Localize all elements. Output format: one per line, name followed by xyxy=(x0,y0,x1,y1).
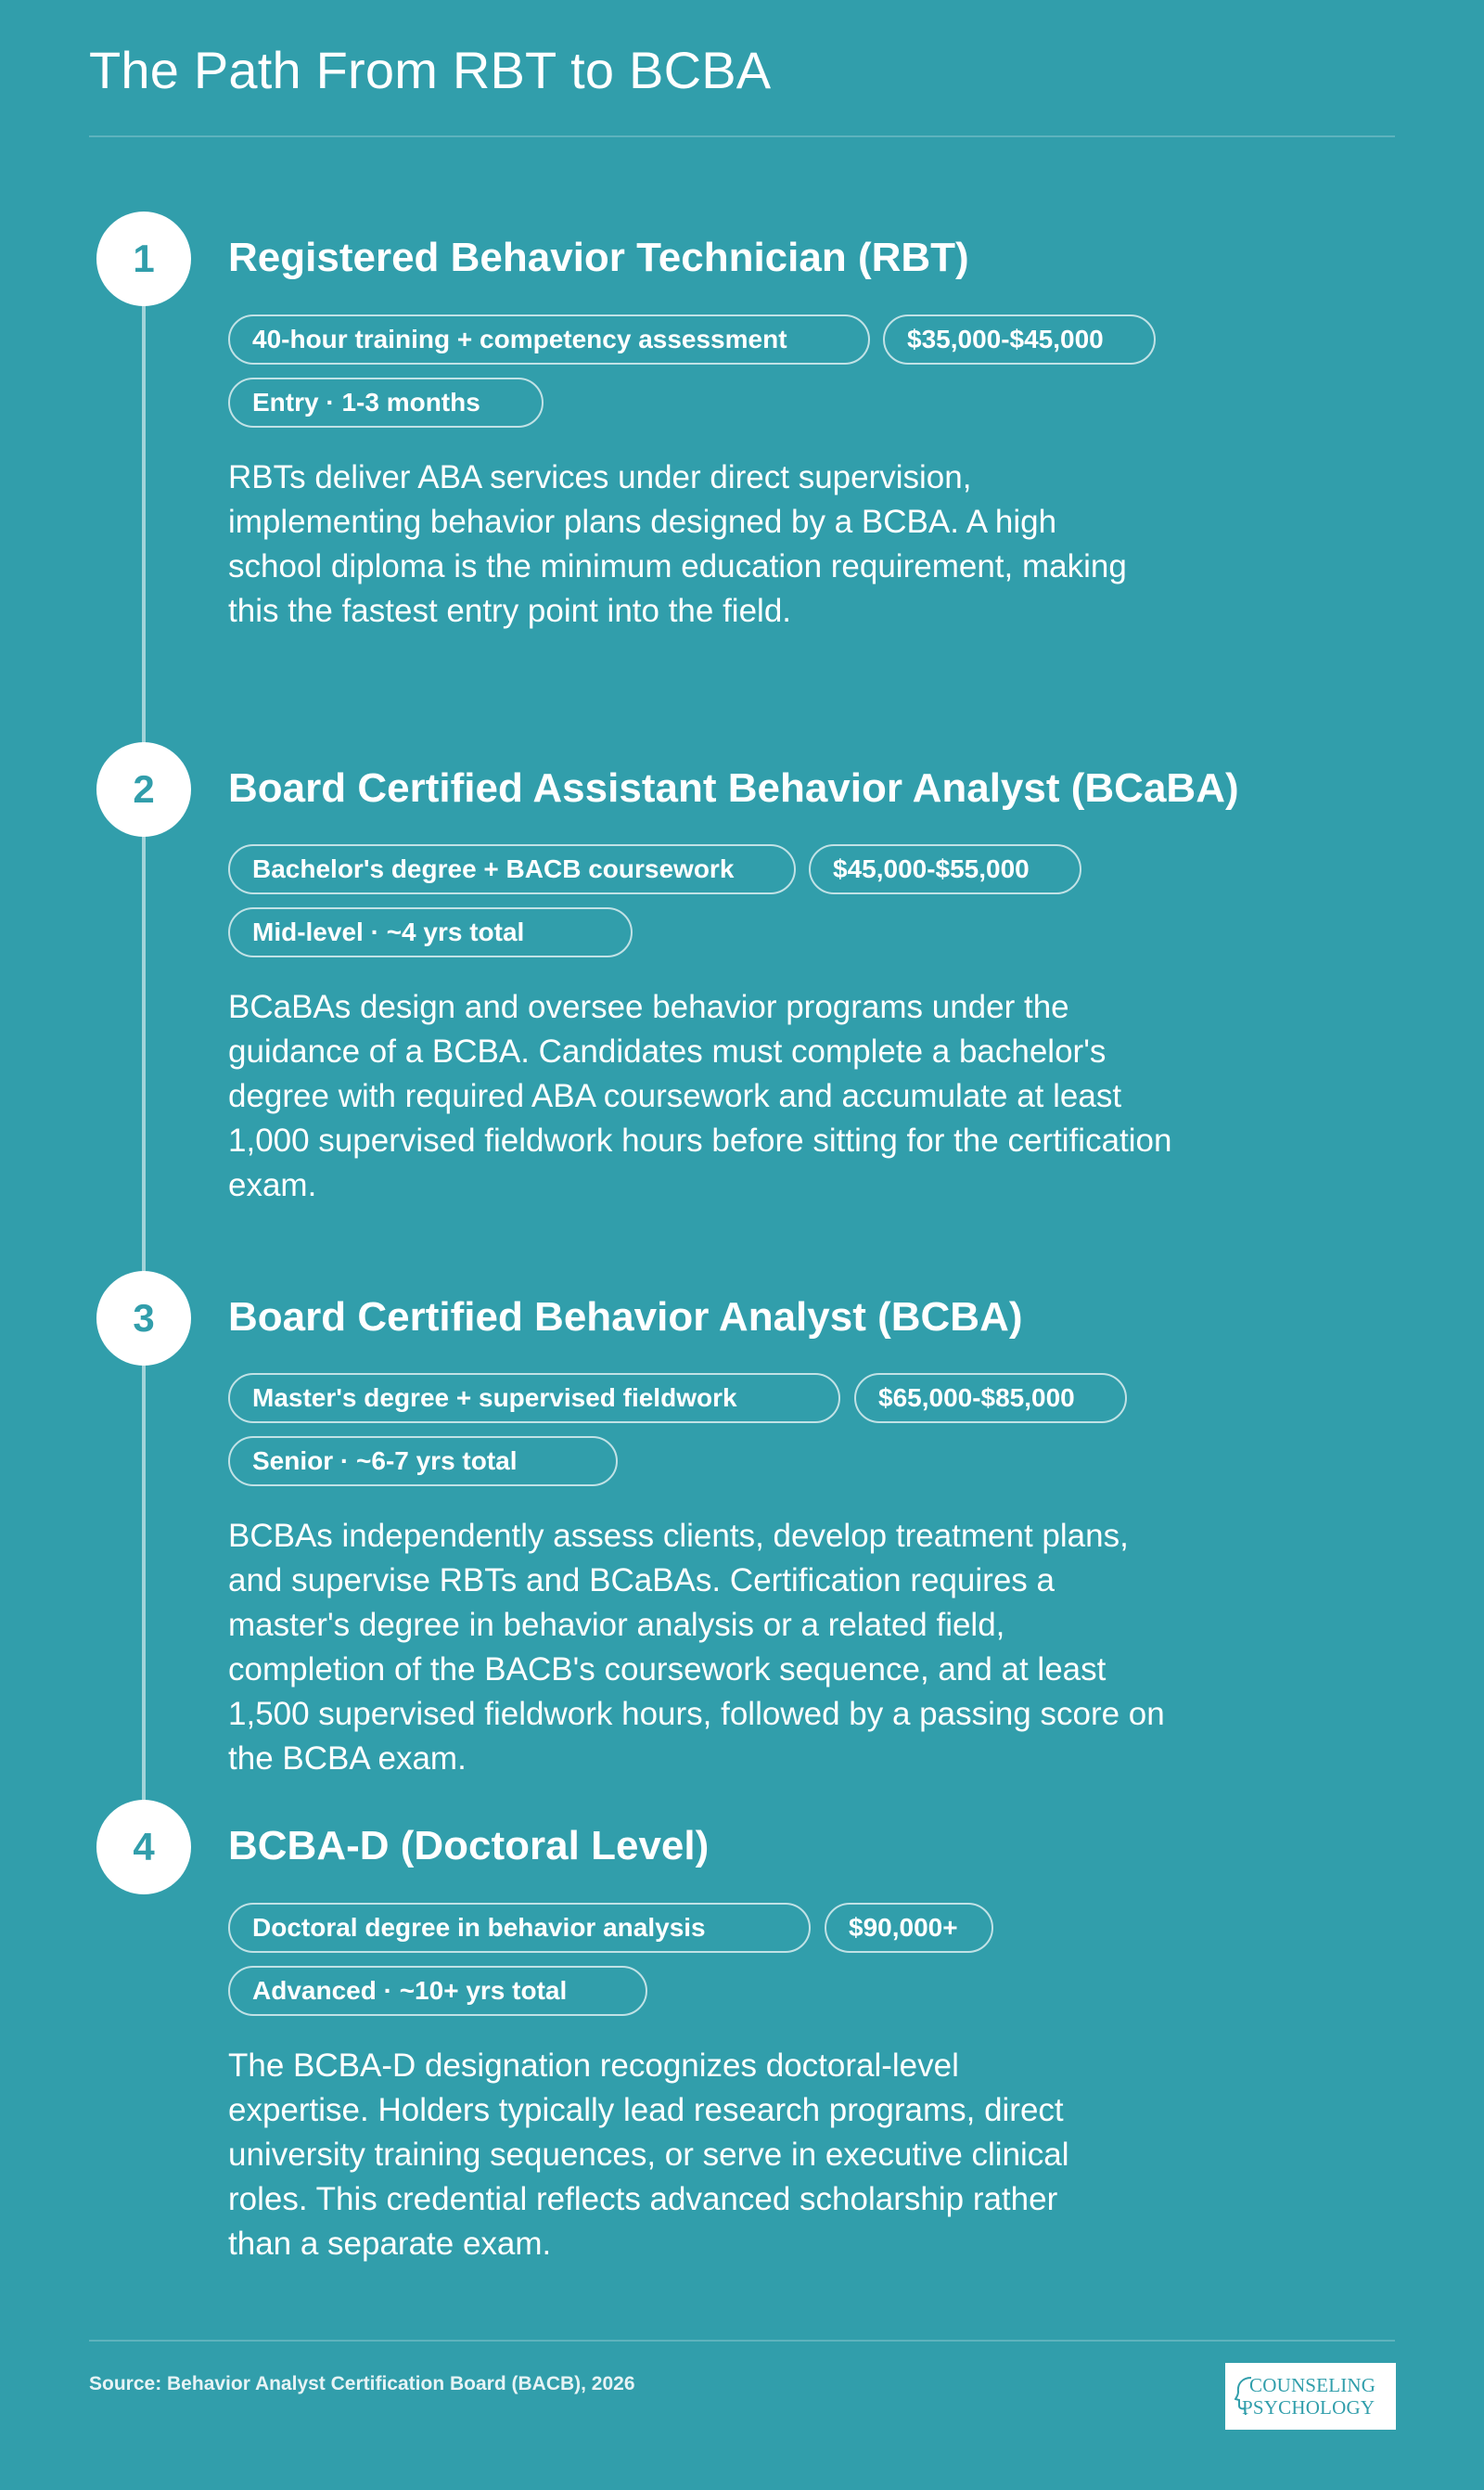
requirement-pill: Master's degree + supervised fieldwork xyxy=(228,1373,840,1423)
step-title: Registered Behavior Technician (RBT) xyxy=(228,235,969,280)
level-pill: Mid-level · ~4 yrs total xyxy=(228,907,633,957)
step-title: BCBA-D (Doctoral Level) xyxy=(228,1823,710,1868)
source-citation: Source: Behavior Analyst Certification Board (BACB), 2026 xyxy=(89,2373,635,2394)
step-number-badge: 2 xyxy=(96,742,191,837)
step-description: The BCBA-D designation recognizes doctoral-level expertise. Holders typically lead research programs, direct university training sequences, or serve in executive clinical roles. This credential reflects advanced scholarship rather than a separate exam. xyxy=(228,2047,1069,2262)
level-pill: Entry · 1-3 months xyxy=(228,378,544,428)
step-title: Board Certified Assistant Behavior Analyst (BCaBA) xyxy=(228,765,1239,811)
step-description: RBTs deliver ABA services under direct supervision, implementing behavior plans designed by a BCBA. A high school diploma is the minimum education requirement, making this the fastest entry point into the field. xyxy=(228,459,1127,629)
logo-text-top: COUNSELING xyxy=(1249,2374,1376,2396)
step-description: BCaBAs design and oversee behavior programs under the guidance of a BCBA. Candidates must complete a bachelor's degree with required ABA coursework and accumulate at least 1,000 supervised fieldwork hours before sitting for the certification exam. xyxy=(228,989,1172,1203)
step-number-badge: 1 xyxy=(96,212,191,306)
requirement-pill: Bachelor's degree + BACB coursework xyxy=(228,844,796,894)
step-description: BCBAs independently assess clients, develop treatment plans, and supervise RBTs and BCaBAs. Certification requires a master's degree in behavior analysis or a related field, completion of the BACB's coursework sequence, and at least 1,500 supervised fieldwork hours, followed by a passing score on the BCBA exam. xyxy=(228,1518,1165,1777)
logo-text-bottom: PSYCHOLOGY xyxy=(1242,2396,1375,2419)
requirement-pill: Doctoral degree in behavior analysis xyxy=(228,1903,811,1953)
salary-pill: $90,000+ xyxy=(825,1903,993,1953)
step-number-badge: 4 xyxy=(96,1800,191,1894)
page-title: The Path From RBT to BCBA xyxy=(89,41,772,99)
salary-pill: $65,000-$85,000 xyxy=(854,1373,1127,1423)
counseling-psychology-logo xyxy=(1225,2363,1396,2430)
header-divider xyxy=(89,135,1395,137)
timeline-line xyxy=(142,260,146,1855)
requirement-pill: 40-hour training + competency assessment xyxy=(228,314,870,365)
footer-divider xyxy=(89,2340,1395,2342)
step-title: Board Certified Behavior Analyst (BCBA) xyxy=(228,1294,1023,1340)
level-pill: Advanced · ~10+ yrs total xyxy=(228,1966,647,2016)
level-pill: Senior · ~6-7 yrs total xyxy=(228,1436,618,1486)
salary-pill: $45,000-$55,000 xyxy=(809,844,1081,894)
head-profile-icon xyxy=(1235,2374,1257,2419)
salary-pill: $35,000-$45,000 xyxy=(883,314,1156,365)
step-number-badge: 3 xyxy=(96,1271,191,1366)
